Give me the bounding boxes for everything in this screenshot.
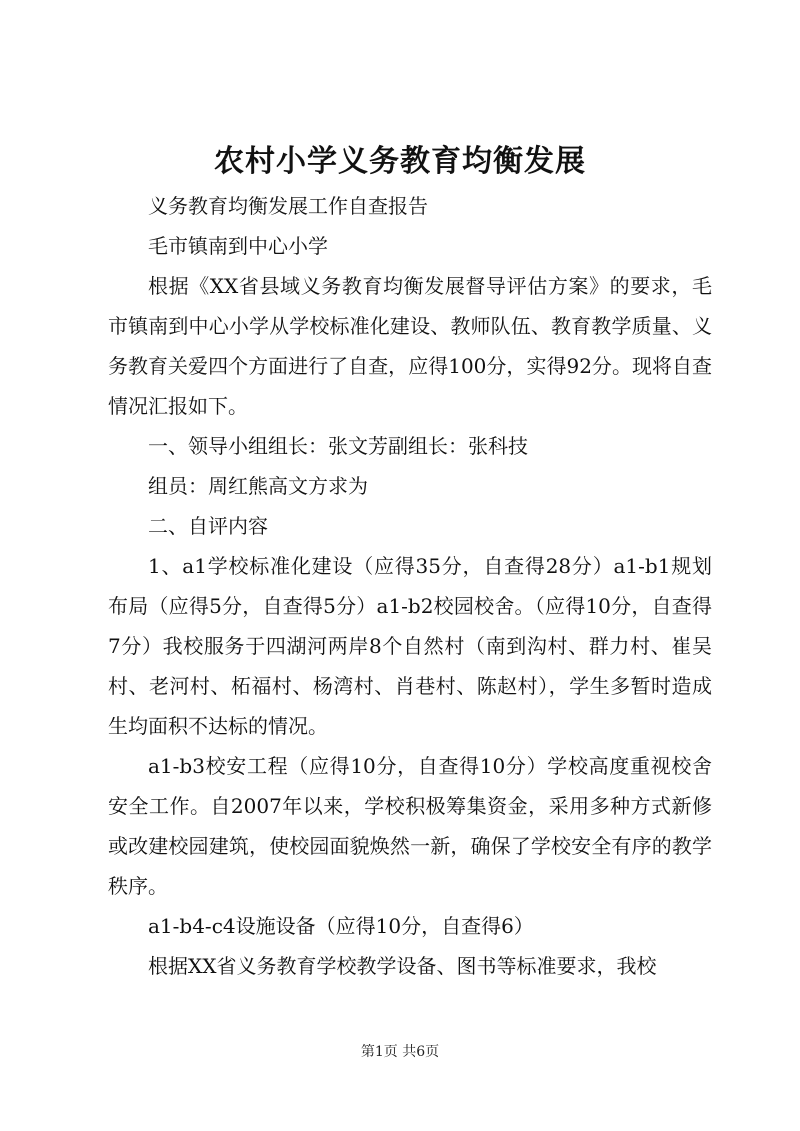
paragraph-report-title: 义务教育均衡发展工作自查报告 [148,194,428,218]
paragraph-equipment: 根据XX省义务教育学校教学设备、图书等标准要求，我校 [148,954,657,978]
document-title: 农村小学义务教育均衡发展 [214,144,586,179]
paragraph-item-a1-b4: a1-b4-c4设施设备（应得10分，自查得6） [148,914,534,938]
paragraph-intro: 根据《XX省县域义务教育均衡发展督导评估方案》的要求，毛市镇南到中心小学从学校标准化建设、教师队伍、教育教学质量、义务教育关爱四个方面进行了自查，应得100分，实得92分。现将自查情况汇报如下。 [108,274,712,418]
page-number: 第1页 共6页 [360,1044,440,1060]
paragraph-members: 组员：周红熊高文方求为 [148,474,368,498]
paragraph-item-a1: 1、a1学校标准化建设（应得35分，自查得28分）a1-b1规划布局（应得5分，自查得5分）a1-b2校园校舍。（应得10分，自查得7分）我校服务于四湖河两岸8个自然村（南到沟村、群力村、崔吴村、老河村、柘福村、杨湾村、肖巷村、陈赵村），学生多暂时造成生均面积不达标的情况。 [108,554,712,738]
paragraph-leadership: 一、领导小组组长：张文芳副组长：张科技 [148,434,528,458]
paragraph-section-heading: 二、自评内容 [148,514,268,538]
paragraph-item-a1-b3: a1-b3校安工程（应得10分，自查得10分）学校高度重视校舍安全工作。自2007年以来，学校积极筹集资金，采用多种方式新修或改建校园建筑，使校园面貌焕然一新，确保了学校安全有序的教学秩序。 [108,754,712,898]
document-body [108,186,712,986]
paragraph-school-name: 毛市镇南到中心小学 [148,234,328,258]
